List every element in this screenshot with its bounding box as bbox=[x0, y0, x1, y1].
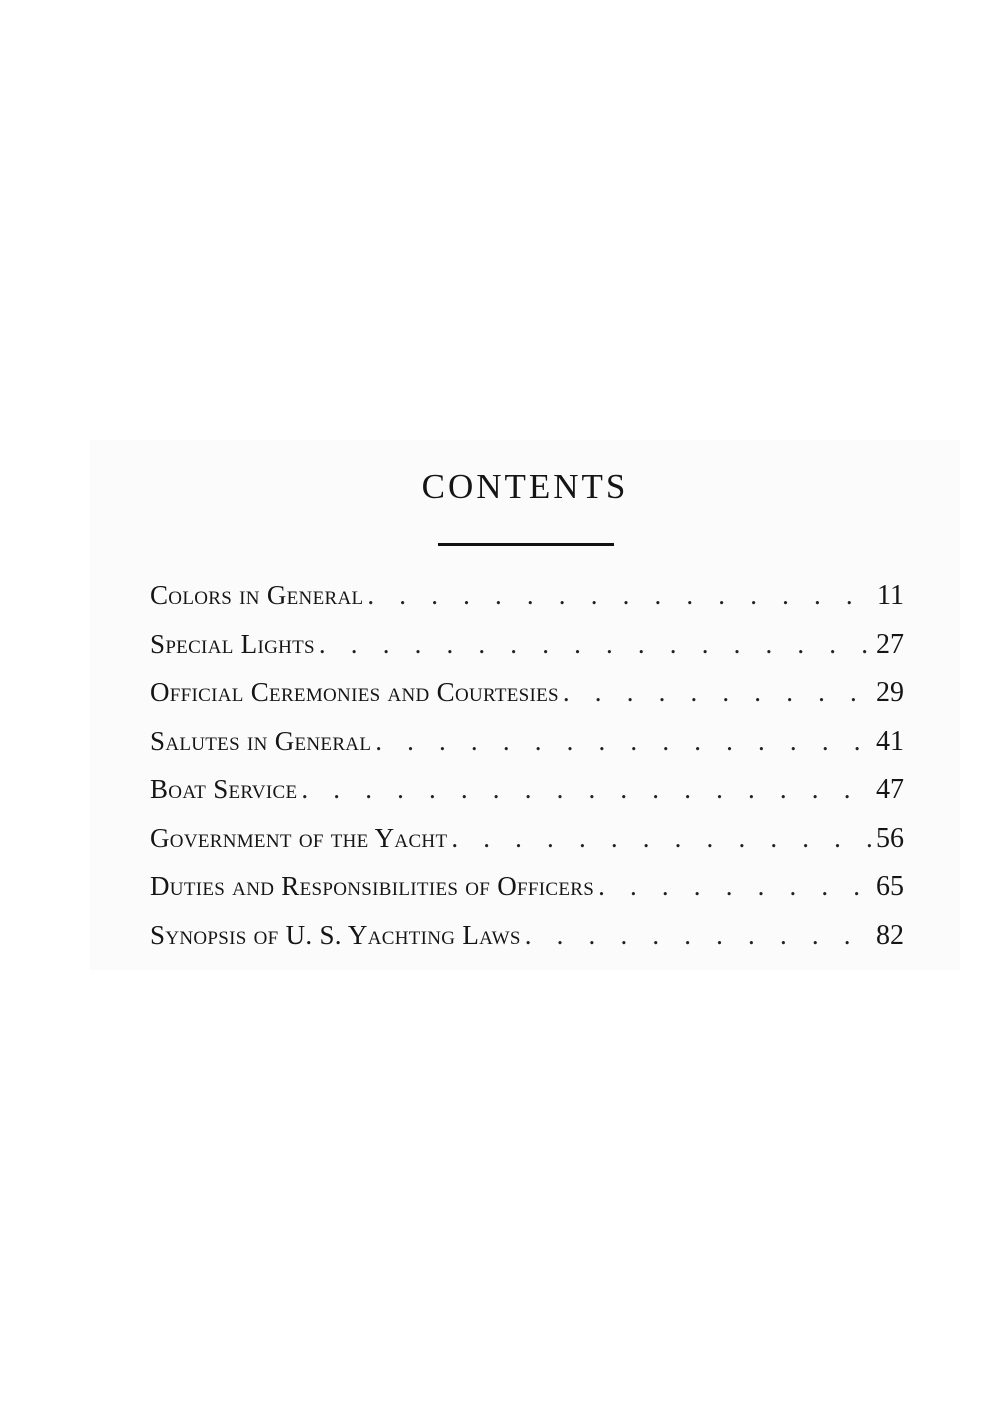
dot-leader bbox=[598, 871, 874, 902]
page-title: CONTENTS bbox=[421, 467, 629, 506]
dot-leader bbox=[451, 823, 874, 854]
dot-leader bbox=[563, 677, 874, 708]
table-of-contents bbox=[150, 580, 904, 968]
toc-entry bbox=[150, 774, 904, 823]
toc-entry-title: Government of the Yacht bbox=[150, 822, 448, 853]
toc-entry bbox=[150, 629, 904, 678]
dot-leader bbox=[525, 920, 874, 951]
toc-entry bbox=[150, 580, 904, 629]
toc-entry-page: 41 bbox=[876, 725, 904, 757]
toc-entry bbox=[150, 920, 904, 969]
dot-leader bbox=[375, 726, 874, 757]
toc-entry-page: 56 bbox=[876, 822, 904, 854]
toc-entry bbox=[150, 726, 904, 775]
toc-entry-title: Boat Service bbox=[150, 774, 298, 804]
toc-entry-page: 65 bbox=[876, 871, 904, 902]
toc-entry-title: Special Lights bbox=[150, 628, 315, 659]
toc-entry-page: 29 bbox=[876, 677, 904, 708]
toc-entry-page: 11 bbox=[877, 580, 904, 611]
toc-entry-title: Colors in General bbox=[150, 580, 364, 610]
toc-entry-title: Salutes in General bbox=[150, 725, 372, 756]
toc-entry bbox=[150, 823, 904, 872]
dot-leader bbox=[301, 774, 874, 805]
toc-entry-title: Official Ceremonies and Courtesies bbox=[150, 677, 559, 707]
toc-entry-title: Synopsis of U. S. Yachting Laws bbox=[150, 919, 521, 950]
toc-entry-page: 47 bbox=[876, 774, 904, 805]
toc-entry-title: Duties and Responsibilities of Officers bbox=[150, 871, 595, 901]
toc-entry-page: 27 bbox=[876, 628, 904, 660]
dot-leader bbox=[319, 629, 874, 660]
toc-entry bbox=[150, 677, 904, 726]
title-rule bbox=[438, 543, 614, 546]
toc-entry-page: 82 bbox=[876, 919, 904, 951]
dot-leader bbox=[367, 580, 874, 611]
toc-entry bbox=[150, 871, 904, 920]
